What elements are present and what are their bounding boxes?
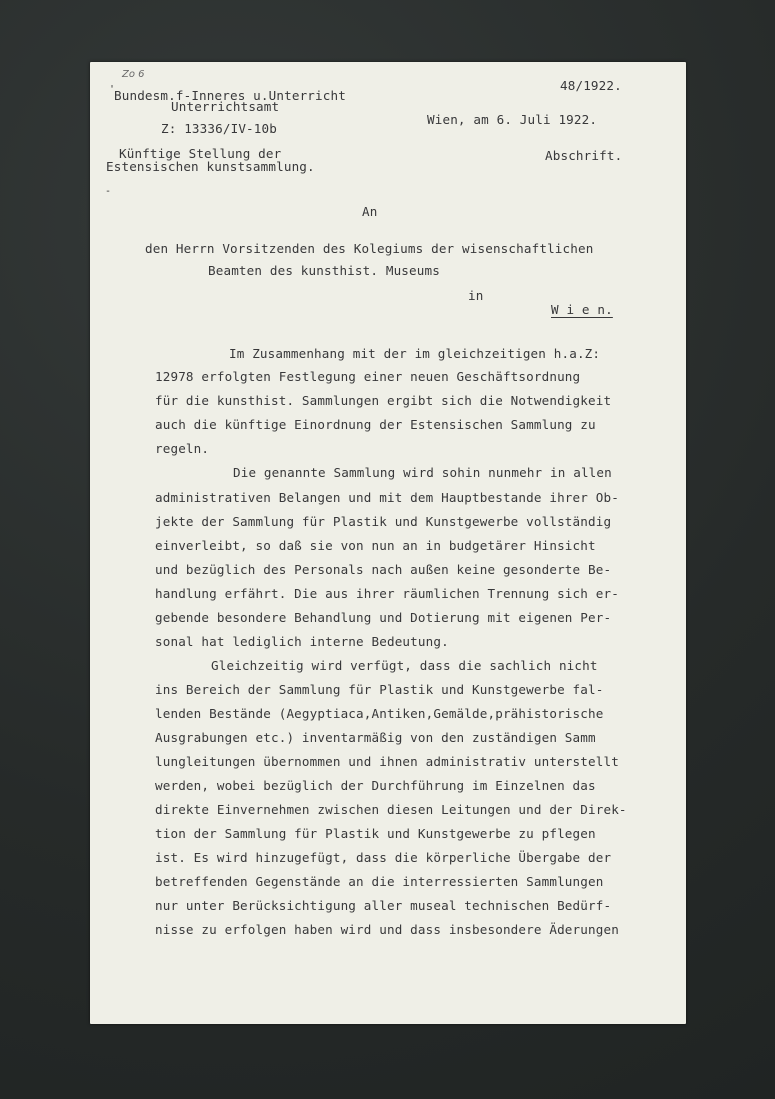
ministry-name: Bundesm.f-Inneres u.Unterricht bbox=[114, 88, 346, 103]
body-line: sonal hat lediglich interne Bedeutung. bbox=[155, 634, 449, 649]
body-line: lungleitungen übernommen und ihnen administrativ unterstellt bbox=[155, 754, 619, 769]
body-line: Ausgrabungen etc.) inventarmäßig von den zuständigen Samm bbox=[155, 730, 596, 745]
ministry-office: Unterrichtsamt bbox=[171, 99, 280, 114]
body-line: und bezüglich des Personals nach außen keine gesonderte Be- bbox=[155, 562, 612, 577]
margin-mark: ' bbox=[109, 84, 116, 95]
margin-mark: - bbox=[105, 186, 112, 197]
body-line: einverleibt, so daß sie von nun an in budgetärer Hinsicht bbox=[155, 538, 596, 553]
body-line: 12978 erfolgten Festlegung einer neuen Geschäftsordnung bbox=[155, 369, 581, 384]
body-line: ist. Es wird hinzugefügt, dass die körperliche Übergabe der bbox=[155, 850, 612, 865]
body-line: Die genannte Sammlung wird sohin nunmehr in allen bbox=[233, 465, 612, 480]
body-line: handlung erfährt. Die aus ihrer räumlichen Trennung sich er- bbox=[155, 586, 619, 601]
body-line: regeln. bbox=[155, 441, 210, 456]
subject-line-1: Künftige Stellung der bbox=[119, 146, 282, 161]
reference-number: Z: 13336/IV-10b bbox=[161, 121, 277, 136]
body-line: auch die künftige Einordnung der Estensischen Sammlung zu bbox=[155, 417, 596, 432]
body-line: direkte Einvernehmen zwischen diesen Leitungen und der Direk- bbox=[155, 802, 627, 817]
body-line: jekte der Sammlung für Plastik und Kunstgewerbe vollständig bbox=[155, 514, 612, 529]
address-line-1: den Herrn Vorsitzenden des Kolegiums der wisenschaftlichen bbox=[145, 241, 594, 256]
body-line: Gleichzeitig wird verfügt, dass die sachlich nicht bbox=[211, 658, 598, 673]
body-line: Im Zusammenhang mit der im gleichzeitigen h.a.Z: bbox=[229, 346, 601, 361]
body-line: für die kunsthist. Sammlungen ergibt sich die Notwendigkeit bbox=[155, 393, 612, 408]
body-line: betreffenden Gegenstände an die interressierten Sammlungen bbox=[155, 874, 604, 889]
document-page bbox=[90, 62, 686, 1024]
subject-line-2: Estensischen kunstsammlung. bbox=[106, 159, 315, 174]
place-date: Wien, am 6. Juli 1922. bbox=[427, 112, 598, 127]
body-line: gebende besondere Behandlung und Dotierung mit eigenen Per- bbox=[155, 610, 612, 625]
body-line: administrativen Belangen und mit dem Hauptbestande ihrer Ob- bbox=[155, 490, 619, 505]
document-number: 48/1922. bbox=[560, 78, 622, 93]
address-line-2: Beamten des kunsthist. Museums bbox=[208, 263, 440, 278]
body-line: tion der Sammlung für Plastik und Kunstgewerbe zu pflegen bbox=[155, 826, 596, 841]
body-line: nisse zu erfolgen haben wird und dass insbesondere Äderungen bbox=[155, 922, 619, 937]
body-line: ins Bereich der Sammlung für Plastik und Kunstgewerbe fal- bbox=[155, 682, 604, 697]
pencil-annotation: Zo 6 bbox=[122, 69, 145, 80]
address-city: W i e n. bbox=[551, 302, 613, 317]
body-line: nur unter Berücksichtigung aller museal technischen Bedürf- bbox=[155, 898, 612, 913]
copy-note: Abschrift. bbox=[545, 148, 623, 163]
address-to: An bbox=[362, 204, 378, 219]
address-in: in bbox=[468, 288, 484, 303]
body-line: lenden Bestände (Aegyptiaca,Antiken,Gemälde,prähistorische bbox=[155, 706, 604, 721]
body-line: werden, wobei bezüglich der Durchführung im Einzelnen das bbox=[155, 778, 596, 793]
